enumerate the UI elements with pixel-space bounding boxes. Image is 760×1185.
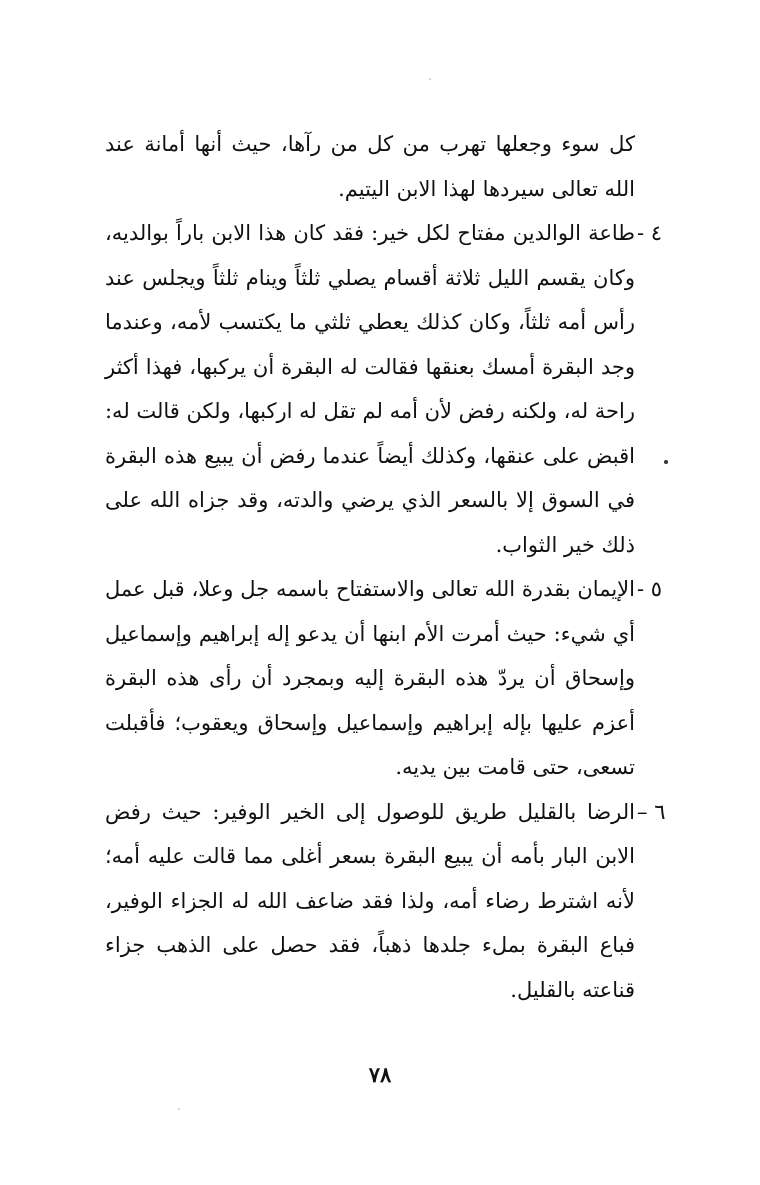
- item-text: طاعة الوالدين مفتاح لكل خير: فقد كان هذا الابن باراً بوالديه، وكان يقسم الليل ثلاثة أقسام يصلي ثلثاً وينام ثلثاً ويجلس عند رأس أمه ثلثاً، وكان كذلك يعطي ثلثي ما يكتسب لأمه، وعندما وجد البقرة أمسك بعنقها فقالت له البقرة أن يركبها، فهذا أكثر راحة له، ولكنه رفض لأن أمه لم تقل له اركبها، ولكن قالت له: اقبض على عنقها، وكذلك أيضاً عندما رفض أن يبيع هذه البقرة في السوق إلا بالسعر الذي يرضي والدته، وقد جزاه الله على ذلك خير الثواب.: [104, 221, 635, 557]
- list-item: [104, 211, 663, 567]
- page-number: ٧٨: [368, 1062, 392, 1087]
- intro-paragraph: كل سوء وجعلها تهرب من كل من رآها، حيث أنها أمانة عند الله تعالى سيردها لهذا الابن اليتيم.: [105, 132, 635, 201]
- list-item: [105, 790, 666, 1013]
- item-text: الرضا بالقليل طريق للوصول إلى الخير الوفير: حيث رفض الابن البار بأمه أن يبيع البقرة بسعر أغلى مما قالت عليه أمه؛ لأنه اشترط رضاء أمه، ولذا فقد ضاعف الله له الجزاء الوفير، فباع البقرة بملء جلدها ذهباً، فقد حصل على الذهب جزاء قناعته بالقليل.: [105, 799, 635, 1002]
- item-number: ٥ -: [637, 577, 663, 601]
- scan-speck: [429, 78, 431, 80]
- item-number: ٤ -: [637, 221, 663, 245]
- scan-speck: [178, 1108, 180, 1110]
- item-text: الإيمان بقدرة الله تعالى والاستفتاح باسمه جل وعلا، قبل عمل أي شيء: حيث أمرت الأم ابنها أن يدعو إله إبراهيم وإسماعيل وإسحاق أن يردّ هذه البقرة إليه وبمجرد أن رأى هذه البقرة أعزم عليها بإله إبراهيم وإسماعيل وإسحاق ويعقوب؛ فأقبلت تسعى، حتى قامت بين يديه.: [105, 577, 635, 779]
- item-number: ٦ –: [637, 799, 666, 824]
- scan-dot: [664, 460, 668, 464]
- page-body: [104, 122, 666, 1012]
- list-item: [105, 567, 663, 790]
